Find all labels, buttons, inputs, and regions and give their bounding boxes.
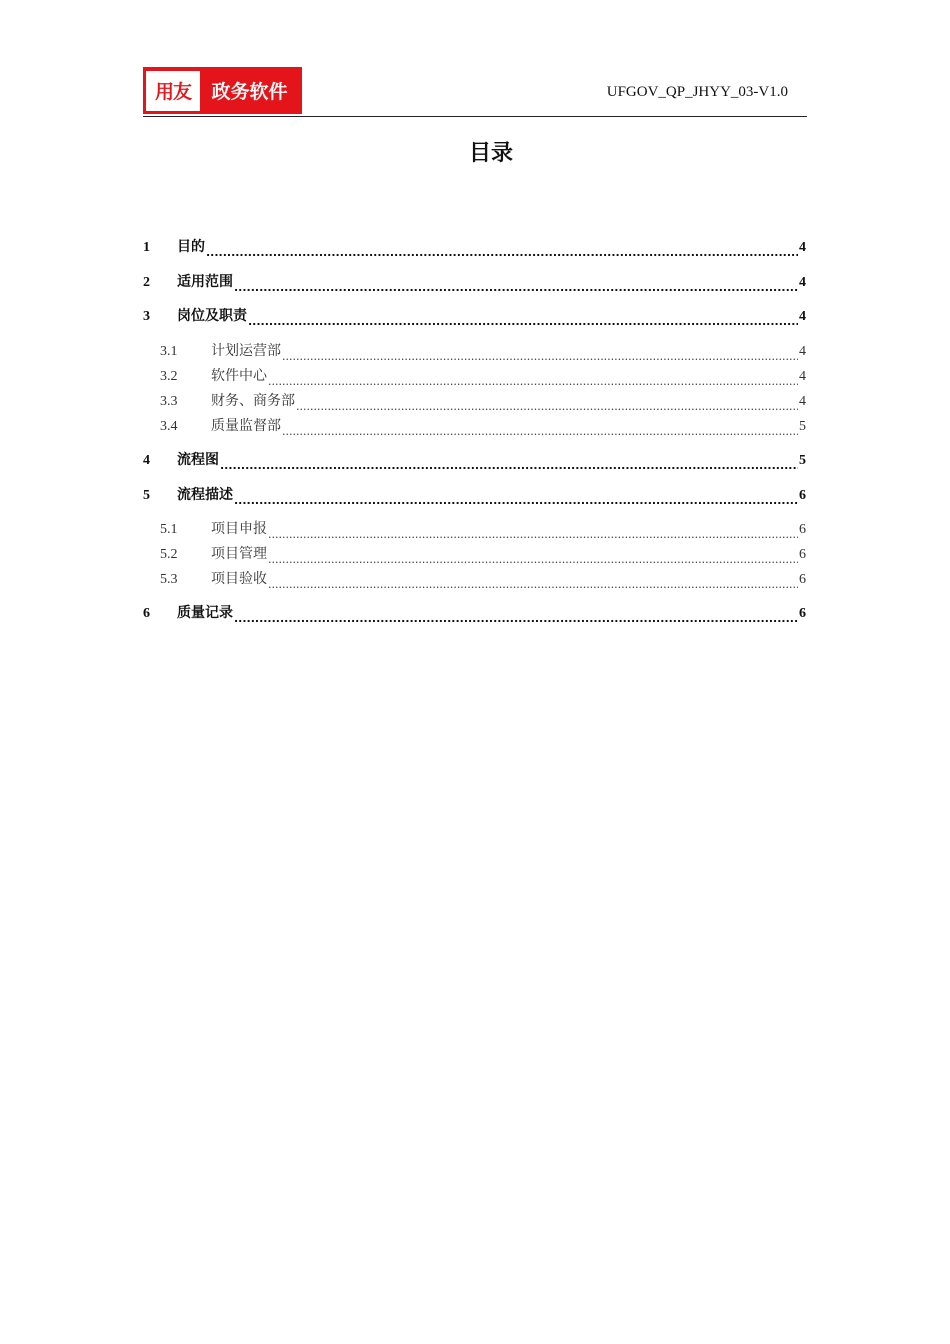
toc-entry[interactable] <box>143 602 806 622</box>
toc-entry[interactable] <box>143 305 806 325</box>
page-header <box>143 66 807 117</box>
toc-entry-title: 质量监督部 <box>211 418 281 434</box>
toc-entry-page-number: 6 <box>799 547 806 562</box>
toc-entry-title: 计划运营部 <box>211 343 281 359</box>
toc-entry-number: 3 <box>143 309 150 324</box>
toc-entry-page-number: 4 <box>799 240 806 255</box>
toc-entry-title: 流程描述 <box>177 487 233 503</box>
toc-dot-leader <box>268 524 798 538</box>
toc-entry[interactable] <box>143 365 806 385</box>
toc-dot-leader <box>268 371 798 385</box>
toc-entry-title: 项目申报 <box>211 521 267 537</box>
toc-dot-leader <box>282 421 798 435</box>
toc-entry[interactable] <box>143 415 806 435</box>
toc-entry-page-number: 4 <box>799 275 806 290</box>
toc-entry-title: 软件中心 <box>211 368 267 384</box>
toc-dot-leader <box>234 490 798 504</box>
toc-entry-page-number: 6 <box>799 522 806 537</box>
page-title: 目录 <box>468 141 513 166</box>
toc-entry-page-number: 4 <box>799 394 806 409</box>
toc-entry-page-number: 4 <box>799 309 806 324</box>
toc-entry[interactable] <box>143 236 806 256</box>
toc-entry[interactable] <box>143 340 806 360</box>
toc-entry-title: 流程图 <box>177 452 219 468</box>
toc-entry-number: 1 <box>143 240 150 255</box>
toc-entry-title: 适用范围 <box>177 274 233 290</box>
toc-entry[interactable] <box>143 271 806 291</box>
toc-entry[interactable] <box>143 518 806 538</box>
toc-entry[interactable] <box>143 568 806 588</box>
toc-entry-number: 5 <box>143 488 150 503</box>
toc-entry-title: 项目验收 <box>211 571 267 587</box>
document-code: UFGOV_QP_JHYY_03-V1.0 <box>606 84 788 100</box>
toc-entry-number: 2 <box>143 275 150 290</box>
toc-entry-number: 5.3 <box>160 572 178 587</box>
toc-entry-title: 目的 <box>177 239 205 255</box>
toc-entry-title: 项目管理 <box>211 546 267 562</box>
toc-entry-number: 3.2 <box>160 369 178 384</box>
toc-entry[interactable] <box>143 390 806 410</box>
toc-entry[interactable] <box>143 449 806 469</box>
toc-entry-page-number: 6 <box>799 572 806 587</box>
company-logo <box>143 67 302 114</box>
toc-entry[interactable] <box>143 543 806 563</box>
toc-entry-page-number: 5 <box>799 453 806 468</box>
toc-entry-number: 3.4 <box>160 419 178 434</box>
toc-dot-leader <box>268 574 798 588</box>
toc-entry-number: 5.2 <box>160 547 178 562</box>
toc-dot-leader <box>282 346 798 360</box>
toc-entry-page-number: 4 <box>799 344 806 359</box>
toc-entry-title: 质量记录 <box>177 605 233 621</box>
toc-entry-number: 3.3 <box>160 394 178 409</box>
logo-left-text: 用友 <box>146 71 200 111</box>
toc-dot-leader <box>220 455 798 469</box>
toc-entry-title: 岗位及职责 <box>177 308 247 324</box>
toc-dot-leader <box>296 396 798 410</box>
toc-entry-number: 5.1 <box>160 522 178 537</box>
toc-dot-leader <box>234 608 798 622</box>
toc-entry-page-number: 6 <box>799 606 806 621</box>
toc-entry-page-number: 6 <box>799 488 806 503</box>
toc-dot-leader <box>234 277 798 291</box>
toc-entry[interactable] <box>143 484 806 504</box>
toc-dot-leader <box>206 242 798 256</box>
toc-dot-leader <box>268 549 798 563</box>
toc-dot-leader <box>248 311 798 325</box>
toc-entry-title: 财务、商务部 <box>211 393 295 409</box>
toc-entry-page-number: 5 <box>799 419 806 434</box>
logo-right-text: 政务软件 <box>211 81 288 103</box>
toc-entry-number: 3.1 <box>160 344 178 359</box>
toc-entry-page-number: 4 <box>799 369 806 384</box>
toc-entry-number: 6 <box>143 606 150 621</box>
toc-entry-number: 4 <box>143 453 150 468</box>
